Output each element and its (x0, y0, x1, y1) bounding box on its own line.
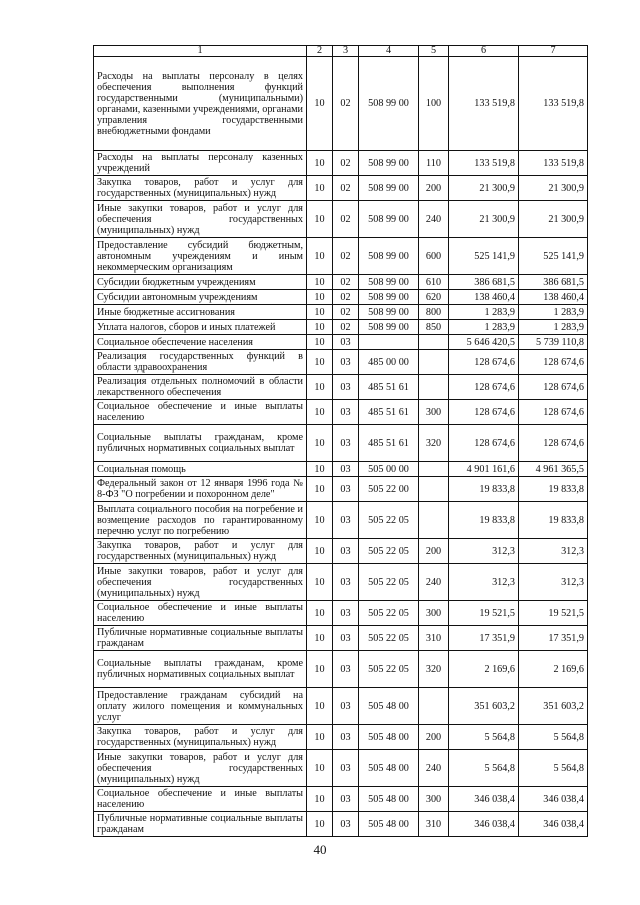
row-name: Публичные нормативные социальные выплаты гражданам (94, 626, 307, 651)
row-section: 10 (307, 539, 333, 564)
row-target-article: 508 99 00 (359, 305, 419, 320)
row-section: 10 (307, 176, 333, 201)
row-section: 10 (307, 601, 333, 626)
row-expense-type: 310 (419, 812, 449, 837)
row-expense-type: 200 (419, 725, 449, 750)
row-amount-2014: 128 674,6 (449, 350, 519, 375)
row-subsection: 03 (333, 564, 359, 601)
row-section: 10 (307, 320, 333, 335)
row-name: Субсидии бюджетным учреждениям (94, 275, 307, 290)
row-amount-2014: 346 038,4 (449, 787, 519, 812)
row-subsection: 02 (333, 176, 359, 201)
row-subsection: 02 (333, 275, 359, 290)
row-target-article: 508 99 00 (359, 151, 419, 176)
row-amount-2015: 133 519,8 (519, 57, 588, 151)
row-amount-2015: 5 564,8 (519, 725, 588, 750)
row-expense-type (419, 502, 449, 539)
table-row (94, 539, 588, 564)
row-target-article: 508 99 00 (359, 238, 419, 275)
row-amount-2015: 346 038,4 (519, 812, 588, 837)
row-amount-2014: 128 674,6 (449, 400, 519, 425)
row-amount-2015: 17 351,9 (519, 626, 588, 651)
row-subsection: 03 (333, 725, 359, 750)
row-subsection: 03 (333, 601, 359, 626)
row-amount-2014: 5 564,8 (449, 750, 519, 787)
row-amount-2014: 351 603,2 (449, 688, 519, 725)
row-name: Иные закупки товаров, работ и услуг для обеспечения государственных (муниципальных) нужд (94, 750, 307, 787)
row-section: 10 (307, 564, 333, 601)
row-subsection: 03 (333, 350, 359, 375)
row-expense-type: 300 (419, 400, 449, 425)
page-number: 40 (313, 842, 327, 857)
row-section: 10 (307, 57, 333, 151)
row-name: Закупка товаров, работ и услуг для государственных (муниципальных) нужд (94, 725, 307, 750)
row-subsection: 02 (333, 305, 359, 320)
row-subsection: 02 (333, 238, 359, 275)
table-row (94, 290, 588, 305)
row-name: Публичные нормативные социальные выплаты гражданам (94, 812, 307, 837)
column-header: 2 (307, 46, 333, 57)
table-row (94, 275, 588, 290)
row-amount-2015: 138 460,4 (519, 290, 588, 305)
row-amount-2014: 17 351,9 (449, 626, 519, 651)
column-header: 1 (94, 46, 307, 57)
row-target-article: 508 99 00 (359, 176, 419, 201)
column-header: 4 (359, 46, 419, 57)
row-section: 10 (307, 201, 333, 238)
row-name: Предоставление субсидий бюджетным, автономным учреждениям и иным некоммерческим организациям (94, 238, 307, 275)
row-section: 10 (307, 305, 333, 320)
row-amount-2015: 312,3 (519, 564, 588, 601)
column-header: 6 (449, 46, 519, 57)
row-name: Уплата налогов, сборов и иных платежей (94, 320, 307, 335)
table-row (94, 651, 588, 688)
row-amount-2014: 133 519,8 (449, 151, 519, 176)
row-section: 10 (307, 725, 333, 750)
row-amount-2015: 386 681,5 (519, 275, 588, 290)
table-row (94, 477, 588, 502)
row-name: Реализация отдельных полномочий в области лекарственного обеспечения (94, 375, 307, 400)
row-section: 10 (307, 238, 333, 275)
row-amount-2014: 21 300,9 (449, 201, 519, 238)
row-expense-type: 100 (419, 57, 449, 151)
row-target-article: 505 48 00 (359, 750, 419, 787)
column-header: 7 (519, 46, 588, 57)
row-amount-2015: 2 169,6 (519, 651, 588, 688)
row-section: 10 (307, 290, 333, 305)
row-name: Социальное обеспечение и иные выплаты населению (94, 400, 307, 425)
row-amount-2015: 312,3 (519, 539, 588, 564)
table-row (94, 201, 588, 238)
row-section: 10 (307, 375, 333, 400)
row-section: 10 (307, 750, 333, 787)
table-row (94, 564, 588, 601)
row-section: 10 (307, 812, 333, 837)
row-name: Субсидии автономным учреждениям (94, 290, 307, 305)
table-row (94, 626, 588, 651)
table-row (94, 375, 588, 400)
row-amount-2014: 19 833,8 (449, 477, 519, 502)
row-expense-type: 800 (419, 305, 449, 320)
row-expense-type: 240 (419, 201, 449, 238)
row-amount-2015: 21 300,9 (519, 201, 588, 238)
row-target-article: 505 48 00 (359, 688, 419, 725)
row-name: Социальная помощь (94, 462, 307, 477)
row-amount-2015: 5 564,8 (519, 750, 588, 787)
row-section: 10 (307, 350, 333, 375)
row-expense-type: 240 (419, 750, 449, 787)
table-row (94, 502, 588, 539)
row-expense-type: 200 (419, 539, 449, 564)
table-row (94, 238, 588, 275)
row-expense-type: 320 (419, 425, 449, 462)
row-section: 10 (307, 425, 333, 462)
row-name: Реализация государственных функций в области здравоохранения (94, 350, 307, 375)
row-amount-2015: 128 674,6 (519, 400, 588, 425)
table-row (94, 462, 588, 477)
row-amount-2014: 128 674,6 (449, 375, 519, 400)
row-section: 10 (307, 502, 333, 539)
row-target-article: 505 22 05 (359, 651, 419, 688)
row-name: Социальное обеспечение и иные выплаты населению (94, 601, 307, 626)
row-subsection: 03 (333, 335, 359, 350)
table-row (94, 57, 588, 151)
row-name: Иные закупки товаров, работ и услуг для обеспечения государственных (муниципальных) нужд (94, 201, 307, 238)
column-header: 3 (333, 46, 359, 57)
row-expense-type: 300 (419, 601, 449, 626)
row-section: 10 (307, 275, 333, 290)
row-subsection: 02 (333, 57, 359, 151)
row-amount-2014: 2 169,6 (449, 651, 519, 688)
row-amount-2014: 4 901 161,6 (449, 462, 519, 477)
row-section: 10 (307, 151, 333, 176)
row-amount-2015: 133 519,8 (519, 151, 588, 176)
row-expense-type: 850 (419, 320, 449, 335)
row-amount-2014: 525 141,9 (449, 238, 519, 275)
row-target-article (359, 335, 419, 350)
row-amount-2015: 351 603,2 (519, 688, 588, 725)
row-expense-type (419, 375, 449, 400)
row-name: Социальные выплаты гражданам, кроме публичных нормативных социальных выплат (94, 425, 307, 462)
row-amount-2015: 19 833,8 (519, 502, 588, 539)
column-header: 5 (419, 46, 449, 57)
row-subsection: 03 (333, 425, 359, 462)
table-row (94, 350, 588, 375)
row-target-article: 485 00 00 (359, 350, 419, 375)
row-subsection: 03 (333, 477, 359, 502)
row-subsection: 03 (333, 400, 359, 425)
row-subsection: 03 (333, 626, 359, 651)
row-subsection: 03 (333, 502, 359, 539)
row-name: Закупка товаров, работ и услуг для государственных (муниципальных) нужд (94, 176, 307, 201)
row-section: 10 (307, 477, 333, 502)
row-target-article: 505 22 05 (359, 502, 419, 539)
row-amount-2015: 21 300,9 (519, 176, 588, 201)
row-expense-type: 620 (419, 290, 449, 305)
row-target-article: 505 22 05 (359, 564, 419, 601)
row-subsection: 03 (333, 462, 359, 477)
row-target-article: 505 48 00 (359, 787, 419, 812)
row-amount-2014: 133 519,8 (449, 57, 519, 151)
row-name: Выплата социального пособия на погребение и возмещение расходов по гарантированному перечню услуг по погребению (94, 502, 307, 539)
row-target-article: 505 22 05 (359, 626, 419, 651)
row-expense-type: 110 (419, 151, 449, 176)
row-name: Иные закупки товаров, работ и услуг для обеспечения государственных (муниципальных) нужд (94, 564, 307, 601)
table-row (94, 812, 588, 837)
row-expense-type: 310 (419, 626, 449, 651)
row-target-article: 508 99 00 (359, 57, 419, 151)
row-section: 10 (307, 462, 333, 477)
table-row (94, 601, 588, 626)
row-name: Расходы на выплаты персоналу в целях обеспечения выполнения функций государственными (муниципальными) органами, казенными учреждениями, органами управления государственными внебюджетными фондами (94, 57, 307, 151)
row-amount-2014: 19 833,8 (449, 502, 519, 539)
row-expense-type (419, 350, 449, 375)
row-section: 10 (307, 335, 333, 350)
table-row (94, 151, 588, 176)
budget-table (93, 45, 588, 837)
row-section: 10 (307, 688, 333, 725)
row-section: 10 (307, 400, 333, 425)
row-name: Расходы на выплаты персоналу казенных учреждений (94, 151, 307, 176)
row-target-article: 505 00 00 (359, 462, 419, 477)
row-target-article: 508 99 00 (359, 290, 419, 305)
row-expense-type: 320 (419, 651, 449, 688)
row-amount-2015: 128 674,6 (519, 425, 588, 462)
row-amount-2014: 386 681,5 (449, 275, 519, 290)
row-subsection: 02 (333, 320, 359, 335)
row-amount-2015: 5 739 110,8 (519, 335, 588, 350)
row-subsection: 02 (333, 290, 359, 305)
row-amount-2015: 128 674,6 (519, 375, 588, 400)
row-name: Иные бюджетные ассигнования (94, 305, 307, 320)
row-amount-2014: 312,3 (449, 564, 519, 601)
header-row (94, 46, 588, 57)
row-target-article: 508 99 00 (359, 275, 419, 290)
row-amount-2015: 525 141,9 (519, 238, 588, 275)
table-row (94, 320, 588, 335)
row-amount-2014: 21 300,9 (449, 176, 519, 201)
row-amount-2014: 128 674,6 (449, 425, 519, 462)
row-expense-type (419, 477, 449, 502)
row-amount-2015: 346 038,4 (519, 787, 588, 812)
row-target-article: 505 48 00 (359, 725, 419, 750)
row-section: 10 (307, 651, 333, 688)
row-target-article: 505 22 05 (359, 539, 419, 564)
row-subsection: 03 (333, 787, 359, 812)
row-amount-2014: 5 646 420,5 (449, 335, 519, 350)
row-name: Социальное обеспечение населения (94, 335, 307, 350)
row-target-article: 508 99 00 (359, 320, 419, 335)
table-row (94, 688, 588, 725)
row-expense-type: 200 (419, 176, 449, 201)
table-row (94, 725, 588, 750)
row-name: Социальные выплаты гражданам, кроме публичных нормативных социальных выплат (94, 651, 307, 688)
row-target-article: 505 22 00 (359, 477, 419, 502)
row-subsection: 03 (333, 750, 359, 787)
row-name: Предоставление гражданам субсидий на оплату жилого помещения и коммунальных услуг (94, 688, 307, 725)
row-amount-2014: 1 283,9 (449, 320, 519, 335)
row-name: Закупка товаров, работ и услуг для государственных (муниципальных) нужд (94, 539, 307, 564)
row-amount-2015: 1 283,9 (519, 305, 588, 320)
row-section: 10 (307, 626, 333, 651)
row-expense-type (419, 462, 449, 477)
row-amount-2015: 1 283,9 (519, 320, 588, 335)
table-row (94, 400, 588, 425)
row-expense-type (419, 335, 449, 350)
row-amount-2014: 138 460,4 (449, 290, 519, 305)
row-expense-type (419, 688, 449, 725)
row-amount-2015: 128 674,6 (519, 350, 588, 375)
row-subsection: 02 (333, 201, 359, 238)
table-row (94, 335, 588, 350)
row-amount-2014: 312,3 (449, 539, 519, 564)
table-row (94, 305, 588, 320)
row-amount-2014: 19 521,5 (449, 601, 519, 626)
row-section: 10 (307, 787, 333, 812)
row-target-article: 508 99 00 (359, 201, 419, 238)
table-row (94, 425, 588, 462)
row-amount-2015: 4 961 365,5 (519, 462, 588, 477)
row-expense-type: 300 (419, 787, 449, 812)
row-name: Федеральный закон от 12 января 1996 года № 8-ФЗ "О погребении и похоронном деле" (94, 477, 307, 502)
row-amount-2014: 1 283,9 (449, 305, 519, 320)
row-target-article: 485 51 61 (359, 425, 419, 462)
row-subsection: 02 (333, 151, 359, 176)
row-expense-type: 610 (419, 275, 449, 290)
table-row (94, 787, 588, 812)
row-expense-type: 600 (419, 238, 449, 275)
row-target-article: 485 51 61 (359, 400, 419, 425)
row-subsection: 03 (333, 375, 359, 400)
row-amount-2014: 5 564,8 (449, 725, 519, 750)
row-subsection: 03 (333, 539, 359, 564)
table-row (94, 176, 588, 201)
row-amount-2015: 19 833,8 (519, 477, 588, 502)
table-row (94, 750, 588, 787)
row-subsection: 03 (333, 812, 359, 837)
row-subsection: 03 (333, 688, 359, 725)
row-subsection: 03 (333, 651, 359, 688)
row-name: Социальное обеспечение и иные выплаты населению (94, 787, 307, 812)
row-amount-2015: 19 521,5 (519, 601, 588, 626)
row-expense-type: 240 (419, 564, 449, 601)
row-target-article: 505 22 05 (359, 601, 419, 626)
row-amount-2014: 346 038,4 (449, 812, 519, 837)
row-target-article: 485 51 61 (359, 375, 419, 400)
row-target-article: 505 48 00 (359, 812, 419, 837)
